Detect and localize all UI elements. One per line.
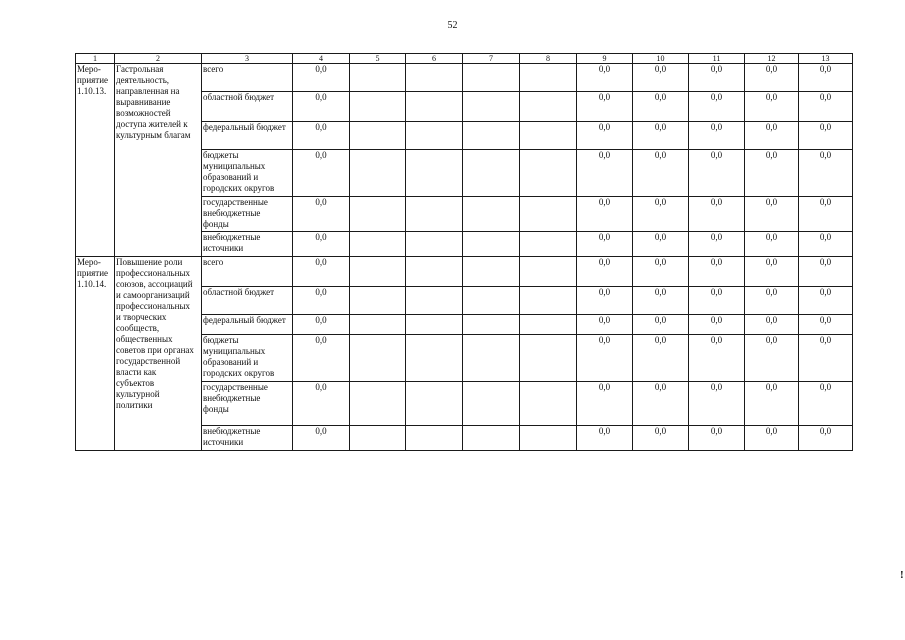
funding-source-cell: бюджеты муниципальных образований и городских округов <box>202 150 293 197</box>
value-cell: 0,0 <box>689 315 745 335</box>
table-row <box>76 257 853 287</box>
value-cell: 0,0 <box>577 64 633 92</box>
value-cell: 0,0 <box>293 92 350 122</box>
value-cell: 0,0 <box>689 197 745 232</box>
value-cell: 0,0 <box>799 335 853 382</box>
value-cell <box>520 335 577 382</box>
column-header: 9 <box>577 54 633 64</box>
value-cell: 0,0 <box>633 197 689 232</box>
value-cell <box>406 122 463 150</box>
funding-source-cell: внебюджетные источники <box>202 426 293 451</box>
value-cell: 0,0 <box>689 426 745 451</box>
value-cell: 0,0 <box>799 150 853 197</box>
value-cell: 0,0 <box>633 287 689 315</box>
value-cell: 0,0 <box>577 335 633 382</box>
value-cell: 0,0 <box>293 426 350 451</box>
value-cell <box>463 287 520 315</box>
value-cell: 0,0 <box>633 64 689 92</box>
value-cell: 0,0 <box>633 315 689 335</box>
value-cell: 0,0 <box>745 287 799 315</box>
value-cell: 0,0 <box>633 122 689 150</box>
column-header: 8 <box>520 54 577 64</box>
value-cell: 0,0 <box>745 197 799 232</box>
value-cell: 0,0 <box>745 335 799 382</box>
header-row <box>76 54 853 64</box>
value-cell: 0,0 <box>633 335 689 382</box>
value-cell <box>406 197 463 232</box>
funding-source-cell: областной бюджет <box>202 287 293 315</box>
value-cell: 0,0 <box>689 150 745 197</box>
value-cell: 0,0 <box>577 287 633 315</box>
value-cell <box>406 64 463 92</box>
value-cell <box>520 426 577 451</box>
funding-source-cell: бюджеты муниципальных образований и городских округов <box>202 335 293 382</box>
column-header: 13 <box>799 54 853 64</box>
value-cell <box>520 232 577 257</box>
value-cell: 0,0 <box>799 232 853 257</box>
value-cell: 0,0 <box>745 315 799 335</box>
value-cell <box>463 257 520 287</box>
value-cell: 0,0 <box>293 122 350 150</box>
value-cell: 0,0 <box>745 426 799 451</box>
value-cell: 0,0 <box>633 257 689 287</box>
column-header: 12 <box>745 54 799 64</box>
value-cell: 0,0 <box>293 257 350 287</box>
value-cell: 0,0 <box>293 64 350 92</box>
value-cell: 0,0 <box>799 315 853 335</box>
value-cell: 0,0 <box>577 315 633 335</box>
value-cell: 0,0 <box>633 382 689 426</box>
funding-source-cell: всего <box>202 64 293 92</box>
value-cell <box>520 257 577 287</box>
value-cell: 0,0 <box>293 287 350 315</box>
value-cell <box>463 315 520 335</box>
value-cell <box>406 382 463 426</box>
value-cell: 0,0 <box>689 382 745 426</box>
value-cell: 0,0 <box>293 335 350 382</box>
value-cell <box>520 382 577 426</box>
value-cell <box>406 426 463 451</box>
value-cell: 0,0 <box>745 92 799 122</box>
value-cell <box>350 197 406 232</box>
funding-source-cell: областной бюджет <box>202 92 293 122</box>
margin-mark: ! <box>900 569 904 581</box>
value-cell <box>463 232 520 257</box>
column-header: 5 <box>350 54 406 64</box>
value-cell: 0,0 <box>577 197 633 232</box>
value-cell: 0,0 <box>745 64 799 92</box>
value-cell: 0,0 <box>293 232 350 257</box>
value-cell: 0,0 <box>577 382 633 426</box>
value-cell: 0,0 <box>577 122 633 150</box>
value-cell <box>520 122 577 150</box>
funding-source-cell: государственные внебюджетные фонды <box>202 382 293 426</box>
value-cell: 0,0 <box>689 64 745 92</box>
column-header: 2 <box>115 54 202 64</box>
value-cell: 0,0 <box>633 150 689 197</box>
value-cell <box>350 315 406 335</box>
value-cell <box>350 257 406 287</box>
value-cell <box>406 335 463 382</box>
table-row <box>76 64 853 92</box>
value-cell <box>520 92 577 122</box>
value-cell: 0,0 <box>799 382 853 426</box>
measure-name-cell: Повышение роли профессиональных союзов, ассоциаций и самоорганизаций профессиональных и творческих сообществ, общественных советов при органах государственной власти как субъектов культурной политики <box>115 257 202 451</box>
value-cell: 0,0 <box>745 382 799 426</box>
value-cell <box>350 150 406 197</box>
value-cell <box>406 150 463 197</box>
value-cell: 0,0 <box>293 315 350 335</box>
value-cell <box>350 382 406 426</box>
value-cell: 0,0 <box>293 150 350 197</box>
value-cell: 0,0 <box>577 232 633 257</box>
value-cell: 0,0 <box>689 287 745 315</box>
funding-source-cell: государственные внебюджетные фонды <box>202 197 293 232</box>
value-cell: 0,0 <box>577 150 633 197</box>
value-cell: 0,0 <box>745 150 799 197</box>
value-cell: 0,0 <box>745 122 799 150</box>
value-cell <box>520 150 577 197</box>
value-cell <box>350 426 406 451</box>
value-cell: 0,0 <box>799 64 853 92</box>
measure-name-cell: Гастрольная деятельность, направленная на выравнивание возможностей доступа жителей к культурным благам <box>115 64 202 257</box>
column-header: 3 <box>202 54 293 64</box>
value-cell: 0,0 <box>689 232 745 257</box>
funding-source-cell: федеральный бюджет <box>202 122 293 150</box>
value-cell <box>520 287 577 315</box>
value-cell: 0,0 <box>633 426 689 451</box>
value-cell <box>350 232 406 257</box>
column-header: 7 <box>463 54 520 64</box>
value-cell: 0,0 <box>799 287 853 315</box>
value-cell <box>463 64 520 92</box>
funding-source-cell: всего <box>202 257 293 287</box>
value-cell: 0,0 <box>633 92 689 122</box>
value-cell: 0,0 <box>577 426 633 451</box>
value-cell: 0,0 <box>577 257 633 287</box>
value-cell: 0,0 <box>799 197 853 232</box>
value-cell: 0,0 <box>689 335 745 382</box>
value-cell <box>463 150 520 197</box>
value-cell <box>406 232 463 257</box>
funding-source-cell: федеральный бюджет <box>202 315 293 335</box>
value-cell <box>406 92 463 122</box>
value-cell <box>463 426 520 451</box>
measure-code-cell: Меро- приятие 1.10.13. <box>76 64 115 257</box>
value-cell <box>350 122 406 150</box>
value-cell <box>463 197 520 232</box>
value-cell: 0,0 <box>799 122 853 150</box>
funding-source-cell: внебюджетные источники <box>202 232 293 257</box>
value-cell: 0,0 <box>799 257 853 287</box>
value-cell <box>520 64 577 92</box>
value-cell <box>520 197 577 232</box>
column-header: 1 <box>76 54 115 64</box>
measure-code-cell: Меро- приятие 1.10.14. <box>76 257 115 451</box>
value-cell <box>406 315 463 335</box>
value-cell <box>463 92 520 122</box>
value-cell <box>350 92 406 122</box>
value-cell: 0,0 <box>799 92 853 122</box>
value-cell <box>350 335 406 382</box>
value-cell <box>406 257 463 287</box>
value-cell: 0,0 <box>799 426 853 451</box>
column-header: 4 <box>293 54 350 64</box>
value-cell <box>463 335 520 382</box>
value-cell: 0,0 <box>293 382 350 426</box>
column-header: 11 <box>689 54 745 64</box>
column-header: 6 <box>406 54 463 64</box>
value-cell <box>463 382 520 426</box>
value-cell <box>463 122 520 150</box>
value-cell: 0,0 <box>577 92 633 122</box>
value-cell: 0,0 <box>745 257 799 287</box>
value-cell <box>520 315 577 335</box>
value-cell <box>350 64 406 92</box>
value-cell: 0,0 <box>633 232 689 257</box>
value-cell <box>406 287 463 315</box>
page-number: 52 <box>447 20 458 31</box>
value-cell: 0,0 <box>689 92 745 122</box>
column-header: 10 <box>633 54 689 64</box>
value-cell: 0,0 <box>689 122 745 150</box>
budget-table <box>75 53 853 451</box>
value-cell: 0,0 <box>293 197 350 232</box>
value-cell: 0,0 <box>689 257 745 287</box>
value-cell <box>350 287 406 315</box>
value-cell: 0,0 <box>745 232 799 257</box>
